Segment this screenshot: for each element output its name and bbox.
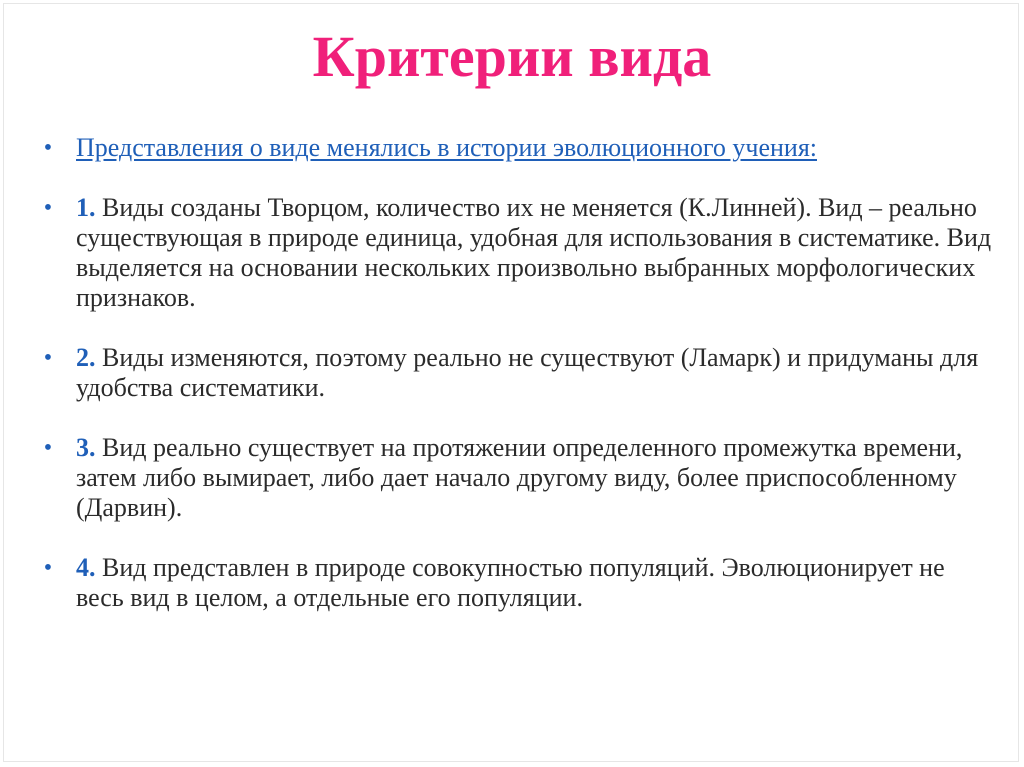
list-item: [43, 193, 996, 313]
bullet-icon: •: [43, 195, 53, 221]
list-item: [43, 343, 996, 403]
bullet-icon: •: [43, 435, 53, 461]
intro-item: [43, 133, 996, 163]
item-text: Вид представлен в природе совокупностью популяций. Эволюционирует не весь вид в целом, а отдельные его популяции.: [76, 553, 945, 612]
bullet-icon: •: [43, 345, 53, 371]
item-number: 3.: [76, 433, 96, 462]
intro-link[interactable]: Представления о виде менялись в истории эволюционного учения:: [76, 133, 817, 162]
item-text: Виды изменяются, поэтому реально не существуют (Ламарк) и придуманы для удобства систематики.: [76, 343, 979, 402]
bullet-list: [43, 133, 996, 613]
item-number: 4.: [76, 553, 96, 582]
item-text: Виды созданы Творцом, количество их не меняется (К.Линней). Вид – реально существующая в природе единица, удобная для использования в систематике. Вид выделяется на основании нескольких произвольно выбранных морфологических признаков.: [76, 193, 992, 312]
list-item: [43, 553, 996, 613]
item-text: Вид реально существует на протяжении определенного промежутка времени, затем либо вымирает, либо дает начало другому виду, более приспособленному (Дарвин).: [76, 433, 963, 522]
list-item: [43, 433, 996, 523]
item-number: 2.: [76, 343, 96, 372]
slide-title: Критерии вида: [312, 24, 712, 89]
bullet-icon: •: [43, 555, 53, 581]
bullet-icon: •: [43, 135, 53, 161]
item-number: 1.: [76, 193, 96, 222]
